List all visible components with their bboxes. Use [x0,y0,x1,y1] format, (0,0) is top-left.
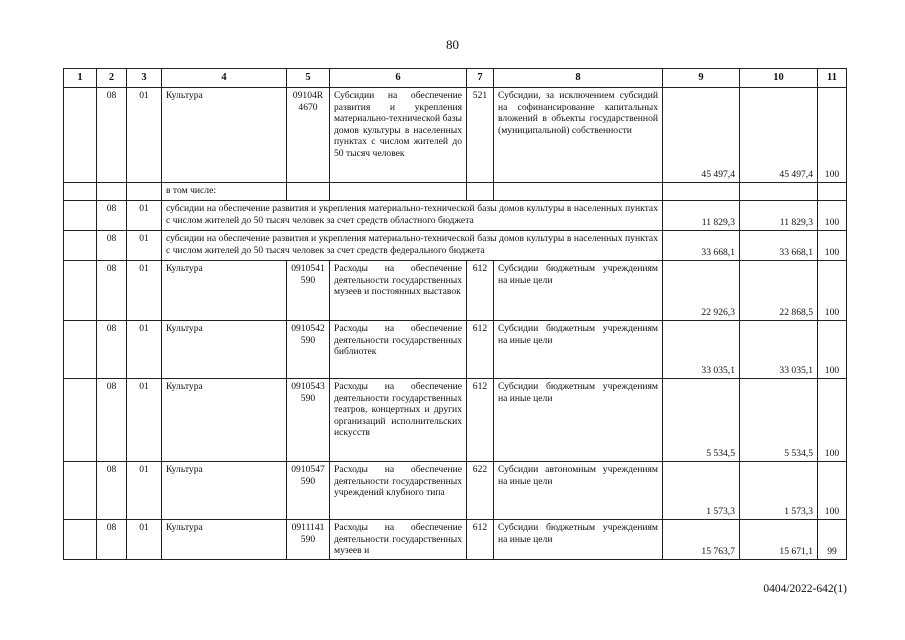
expense-type-name: Субсидии, за исключением субсидий на софинансирование капитальных вложений в объекты государственной (муниципальной) собственности [494,88,663,183]
table-header-row [64,69,847,88]
table-row [64,520,847,560]
subsection-code: 01 [127,379,162,462]
expense-type-code: 612 [467,520,494,560]
actual-amount: 33 668,1 [740,231,818,261]
execution-percent: 100 [818,462,847,520]
actual-amount: 22 868,5 [740,261,818,321]
target-article: 0910543590 [287,379,330,462]
section-code: 08 [97,462,127,520]
subsection-code: 01 [127,231,162,261]
column-header: 3 [127,69,162,88]
expense-type-code: 521 [467,88,494,183]
execution-percent: 100 [818,231,847,261]
actual-amount: 1 573,3 [740,462,818,520]
actual-amount: 33 035,1 [740,321,818,379]
column-header: 5 [287,69,330,88]
column-header: 6 [330,69,467,88]
execution-percent: 100 [818,379,847,462]
subsection-code: 01 [127,261,162,321]
section-code: 08 [97,321,127,379]
table-row [64,462,847,520]
page-number: 80 [446,37,459,52]
plan-amount: 1 573,3 [663,462,740,520]
expense-type-code: 612 [467,321,494,379]
expense-type-name: Субсидии автономным учреждениям на иные цели [494,462,663,520]
expense-description: Расходы на обеспечение деятельности государственных музеев и постоянных выставок [330,261,467,321]
section-code: 08 [97,88,127,183]
section-name: Культура [162,88,287,183]
column-header: 9 [663,69,740,88]
table-row [64,321,847,379]
table-row [64,201,847,231]
table-row [64,379,847,462]
column-header: 10 [740,69,818,88]
target-article: 0910547590 [287,462,330,520]
including-label: в том числе: [162,183,287,201]
expense-description: Расходы на обеспечение деятельности государственных музеев и [334,522,462,556]
subsidy-description: субсидии на обеспечение развития и укрепления материально-технической базы домов культуры в населенных пунктах с числом жителей до 50 тысяч человек за счет средств областного бюджета [162,201,663,231]
execution-percent: 100 [818,88,847,183]
section-name: Культура [162,379,287,462]
expense-type-name: Субсидии бюджетным учреждениям на иные цели [494,379,663,462]
table-row [64,261,847,321]
subsection-code: 01 [127,462,162,520]
section-code: 08 [97,261,127,321]
column-header: 8 [494,69,663,88]
subsection-code: 01 [127,201,162,231]
table-row [64,231,847,261]
execution-percent: 99 [818,520,847,560]
actual-amount: 45 497,4 [740,88,818,183]
plan-amount: 15 763,7 [663,520,740,560]
plan-amount: 22 926,3 [663,261,740,321]
expense-description: Расходы на обеспечение деятельности государственных библиотек [330,321,467,379]
execution-percent: 100 [818,261,847,321]
expense-description: Расходы на обеспечение деятельности государственных театров, концертных и других организаций исполнительских искусств [330,379,467,462]
expense-type-name: Субсидии бюджетным учреждениям на иные цели [494,520,663,560]
subsidy-description: субсидии на обеспечение развития и укрепления материально-технической базы домов культуры в населенных пунктах с числом жителей до 50 тысяч человек за счет средств федерального бюджета [162,231,663,261]
target-article: 09104R4670 [287,88,330,183]
expense-type-code: 612 [467,261,494,321]
column-header: 11 [818,69,847,88]
table-row [64,88,847,183]
section-name: Культура [162,321,287,379]
expense-type-name: Субсидии бюджетным учреждениям на иные цели [494,321,663,379]
execution-percent: 100 [818,321,847,379]
document-code: 0404/2022-642(1) [763,583,847,595]
section-code: 08 [97,201,127,231]
plan-amount: 5 534,5 [663,379,740,462]
actual-amount: 11 829,3 [740,201,818,231]
section-name: Культура [162,520,287,560]
plan-amount: 33 668,1 [663,231,740,261]
section-name: Культура [162,261,287,321]
column-header: 7 [467,69,494,88]
target-article: 0910541590 [287,261,330,321]
column-header: 4 [162,69,287,88]
expense-description: Субсидии на обеспечение развития и укрепления материально-технической базы домов культуры в населенных пунктах с числом жителей до 50 тысяч человек [330,88,467,183]
actual-amount: 5 534,5 [740,379,818,462]
target-article: 0910542590 [287,321,330,379]
section-name: Культура [162,462,287,520]
budget-table [63,68,847,560]
expense-type-code: 622 [467,462,494,520]
target-article: 0911141590 [287,520,330,560]
plan-amount: 45 497,4 [663,88,740,183]
subsection-code: 01 [127,321,162,379]
section-code: 08 [97,379,127,462]
plan-amount: 33 035,1 [663,321,740,379]
section-code: 08 [97,231,127,261]
actual-amount: 15 671,1 [740,520,818,560]
expense-type-name: Субсидии бюджетным учреждениям на иные цели [494,261,663,321]
subsection-code: 01 [127,520,162,560]
column-header: 2 [97,69,127,88]
section-code: 08 [97,520,127,560]
execution-percent: 100 [818,201,847,231]
plan-amount: 11 829,3 [663,201,740,231]
table-row [64,183,847,201]
column-header: 1 [64,69,97,88]
expense-type-code: 612 [467,379,494,462]
expense-description: Расходы на обеспечение деятельности государственных учреждений клубного типа [330,462,467,520]
subsection-code: 01 [127,88,162,183]
